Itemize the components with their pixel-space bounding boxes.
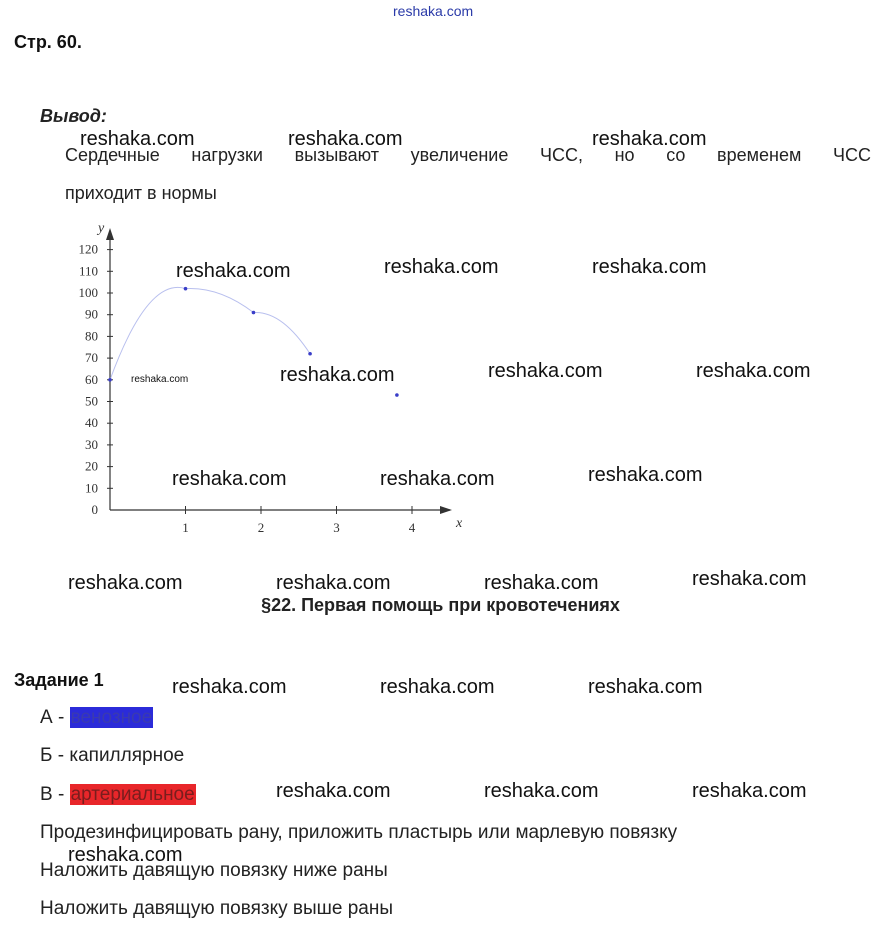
watermark: reshaka.com: [484, 780, 599, 802]
watermark-small: reshaka.com: [131, 374, 189, 385]
answer-a: [40, 707, 153, 729]
watermark: reshaka.com: [588, 676, 703, 698]
watermark: reshaka.com: [488, 360, 603, 382]
watermark: reshaka.com: [380, 468, 495, 490]
y-axis-label: y: [98, 221, 105, 236]
top-watermark: reshaka.com: [393, 3, 474, 19]
data-point: [395, 393, 399, 397]
watermark: reshaka.com: [280, 364, 395, 386]
watermark: reshaka.com: [276, 572, 391, 594]
x-tick-label: 3: [333, 520, 340, 535]
y-tick-label: 110: [78, 263, 98, 279]
watermark: reshaka.com: [384, 256, 499, 278]
watermark: reshaka.com: [692, 780, 807, 802]
y-tick-label: 120: [78, 241, 98, 257]
x-tick-label: 4: [408, 520, 416, 535]
watermark: reshaka.com: [380, 676, 495, 698]
first-aid-step-1: Продезинфицировать рану, приложить пластырь или марлевую повязку: [40, 822, 678, 843]
data-point: [252, 311, 256, 315]
watermark: reshaka.com: [68, 572, 183, 594]
y-tick-label: 0: [91, 502, 98, 517]
watermark: reshaka.com: [172, 468, 287, 490]
section-title: §22. Первая помощь при кровотечениях: [261, 595, 620, 615]
x-tick-label: 2: [257, 520, 265, 535]
watermark: reshaka.com: [592, 256, 707, 278]
page-number: Стр. 60.: [14, 32, 82, 52]
first-aid-step-3: Наложить давящую повязку выше раны: [40, 898, 394, 919]
data-point: [108, 378, 112, 382]
watermark: reshaka.com: [176, 260, 291, 282]
y-tick-label: 50: [85, 393, 98, 409]
answer-a-value: венозное: [70, 707, 153, 728]
x-axis-arrow: [440, 506, 452, 514]
watermark: reshaka.com: [172, 676, 287, 698]
y-tick-label: 10: [85, 480, 98, 496]
conclusion-text-line-1: Сердечные нагрузки вызывают увеличение ЧСС, но со временем ЧСС: [65, 145, 871, 165]
y-axis-arrow: [106, 228, 114, 240]
watermark: reshaka.com: [696, 360, 811, 382]
answer-v-prefix: В -: [40, 784, 70, 805]
watermark: reshaka.com: [692, 568, 807, 590]
watermark: reshaka.com: [68, 844, 183, 866]
y-tick-label: 30: [85, 436, 98, 452]
y-tick-label: 100: [78, 285, 98, 300]
answer-b: Б - капиллярное: [40, 745, 185, 766]
y-tick-label: 20: [85, 458, 98, 474]
watermark: reshaka.com: [484, 572, 599, 594]
watermark: reshaka.com: [288, 128, 403, 150]
data-point: [308, 352, 312, 356]
answer-v: [40, 784, 196, 806]
y-tick-label: 90: [85, 306, 98, 322]
watermark: reshaka.com: [276, 780, 391, 802]
x-tick-label: 1: [182, 520, 189, 535]
conclusion-text-line-2: приходит в нормы: [65, 183, 217, 203]
conclusion-heading: Вывод:: [40, 106, 107, 126]
first-aid-step-2: Наложить давящую повязку ниже раны: [40, 860, 388, 881]
y-tick-label: 70: [85, 350, 98, 366]
watermark: reshaka.com: [80, 128, 195, 150]
task-title: Задание 1: [14, 670, 104, 690]
watermark: reshaka.com: [588, 464, 703, 486]
y-tick-label: 80: [85, 328, 98, 344]
y-tick-label: 40: [85, 415, 98, 431]
answer-a-prefix: А -: [40, 707, 70, 728]
x-axis-label: x: [456, 516, 463, 531]
watermark: reshaka.com: [592, 128, 707, 150]
answer-v-value: артериальное: [70, 784, 195, 805]
y-tick-label: 60: [85, 371, 98, 387]
data-point: [184, 287, 188, 291]
